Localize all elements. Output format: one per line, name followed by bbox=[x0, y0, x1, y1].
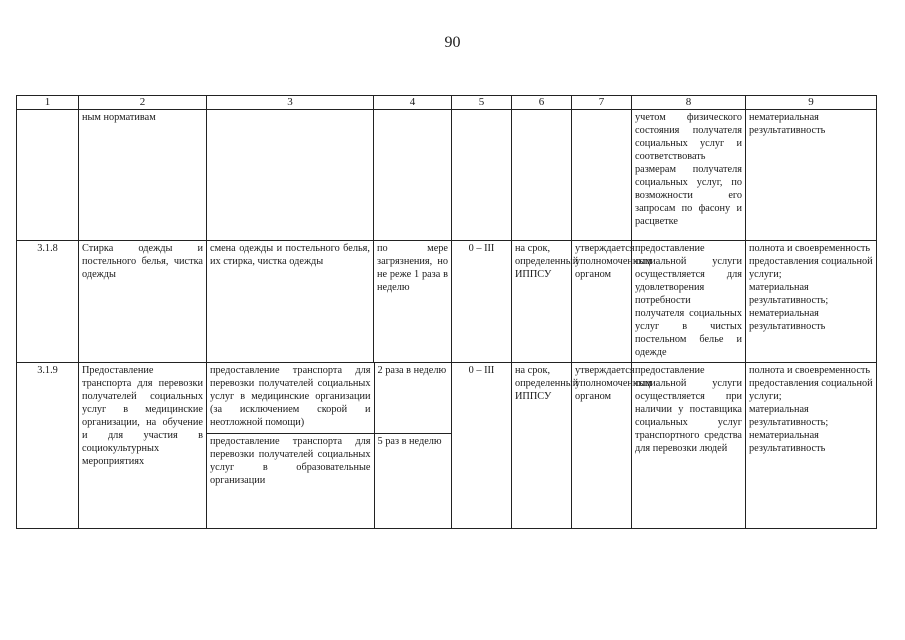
table-row bbox=[17, 241, 877, 363]
header-row bbox=[17, 96, 877, 110]
table-row bbox=[17, 363, 877, 529]
cell-price: утверждается уполномоченным органом bbox=[572, 241, 632, 363]
cell-term: 0 – III bbox=[452, 241, 512, 363]
cell-conditions: учетом физического состояния получателя социальных услуг и соответствовать размерам получателя социальных услуг, по возможности его запросам по фасону и расцветке bbox=[632, 110, 746, 241]
cell-quality: нематериальная результативность bbox=[746, 110, 877, 241]
page-number: 90 bbox=[444, 34, 461, 51]
header-cell: 7 bbox=[572, 96, 632, 110]
header-cell: 1 bbox=[17, 96, 79, 110]
cell-num: 3.1.8 bbox=[17, 241, 79, 363]
cell-period: по мере загрязнения, но не реже 1 раза в неделю bbox=[374, 241, 452, 363]
quality-line: полнота и своевременность предоставления социальной услуги; bbox=[749, 243, 873, 280]
cell-price: утверждается уполномоченным органом bbox=[572, 363, 632, 529]
cell-conditions: предоставление социальной услуги осуществляется для удовлетворения потребности получателя социальных услуг в чистых постельном белье и одежде bbox=[632, 241, 746, 363]
quality-line: материальная результативность; bbox=[749, 404, 829, 428]
header-cell: 2 bbox=[79, 96, 207, 110]
cell-deadline: на срок, определенный ИППСУ bbox=[512, 241, 572, 363]
cell-period bbox=[374, 110, 452, 241]
cell-name: ным нормативам bbox=[79, 110, 207, 241]
sub-row bbox=[207, 434, 451, 529]
header-cell: 5 bbox=[452, 96, 512, 110]
cell-num: 3.1.9 bbox=[17, 363, 79, 529]
cell-name: Стирка одежды и постельного белья, чистка одежды bbox=[79, 241, 207, 363]
cell-term bbox=[452, 110, 512, 241]
header-cell: 8 bbox=[632, 96, 746, 110]
sub-row bbox=[207, 363, 451, 434]
cell-period: 2 раза в неделю bbox=[374, 363, 451, 434]
header-cell: 4 bbox=[374, 96, 452, 110]
cell-price bbox=[572, 110, 632, 241]
cell-name: Предоставление транспорта для перевозки получателей социальных услуг в медицинские организации, на обучение и для участия в социокультурных мероприятиях bbox=[79, 363, 207, 529]
cell-deadline: на срок, определенный ИППСУ bbox=[512, 363, 572, 529]
cell-content: смена одежды и постельного белья, их стирка, чистка одежды bbox=[207, 241, 374, 363]
quality-line: материальная результативность; bbox=[749, 282, 829, 306]
cell-period: 5 раз в неделю bbox=[377, 436, 442, 447]
cell-num bbox=[17, 110, 79, 241]
services-table bbox=[16, 95, 877, 529]
cell-deadline bbox=[512, 110, 572, 241]
sub-table bbox=[207, 363, 451, 528]
quality-line: полнота и своевременность предоставления социальной услуги; bbox=[749, 365, 873, 402]
quality-line: нематериальная результативность bbox=[749, 308, 826, 332]
continuation-row bbox=[17, 110, 877, 241]
quality-line: нематериальная результативность bbox=[749, 430, 826, 454]
header-cell: 3 bbox=[207, 96, 374, 110]
cell-term: 0 – III bbox=[452, 363, 512, 529]
header-cell: 9 bbox=[746, 96, 877, 110]
cell-quality bbox=[746, 363, 877, 529]
header-cell: 6 bbox=[512, 96, 572, 110]
cell-content bbox=[207, 110, 374, 241]
cell-quality bbox=[746, 241, 877, 363]
cell-conditions: предоставление социальной услуги осуществляется при наличии у поставщика социальных услуг транспортного средства для перевозки людей bbox=[632, 363, 746, 529]
cell-content: предоставление транспорта для перевозки получателей социальных услуг в медицинские организации (за исключением скорой и неотложной помощи) bbox=[207, 363, 374, 434]
cell-content-period-split bbox=[207, 363, 452, 529]
cell-content: предоставление транспорта для перевозки получателей социальных услуг в образовательные организации bbox=[207, 434, 374, 529]
